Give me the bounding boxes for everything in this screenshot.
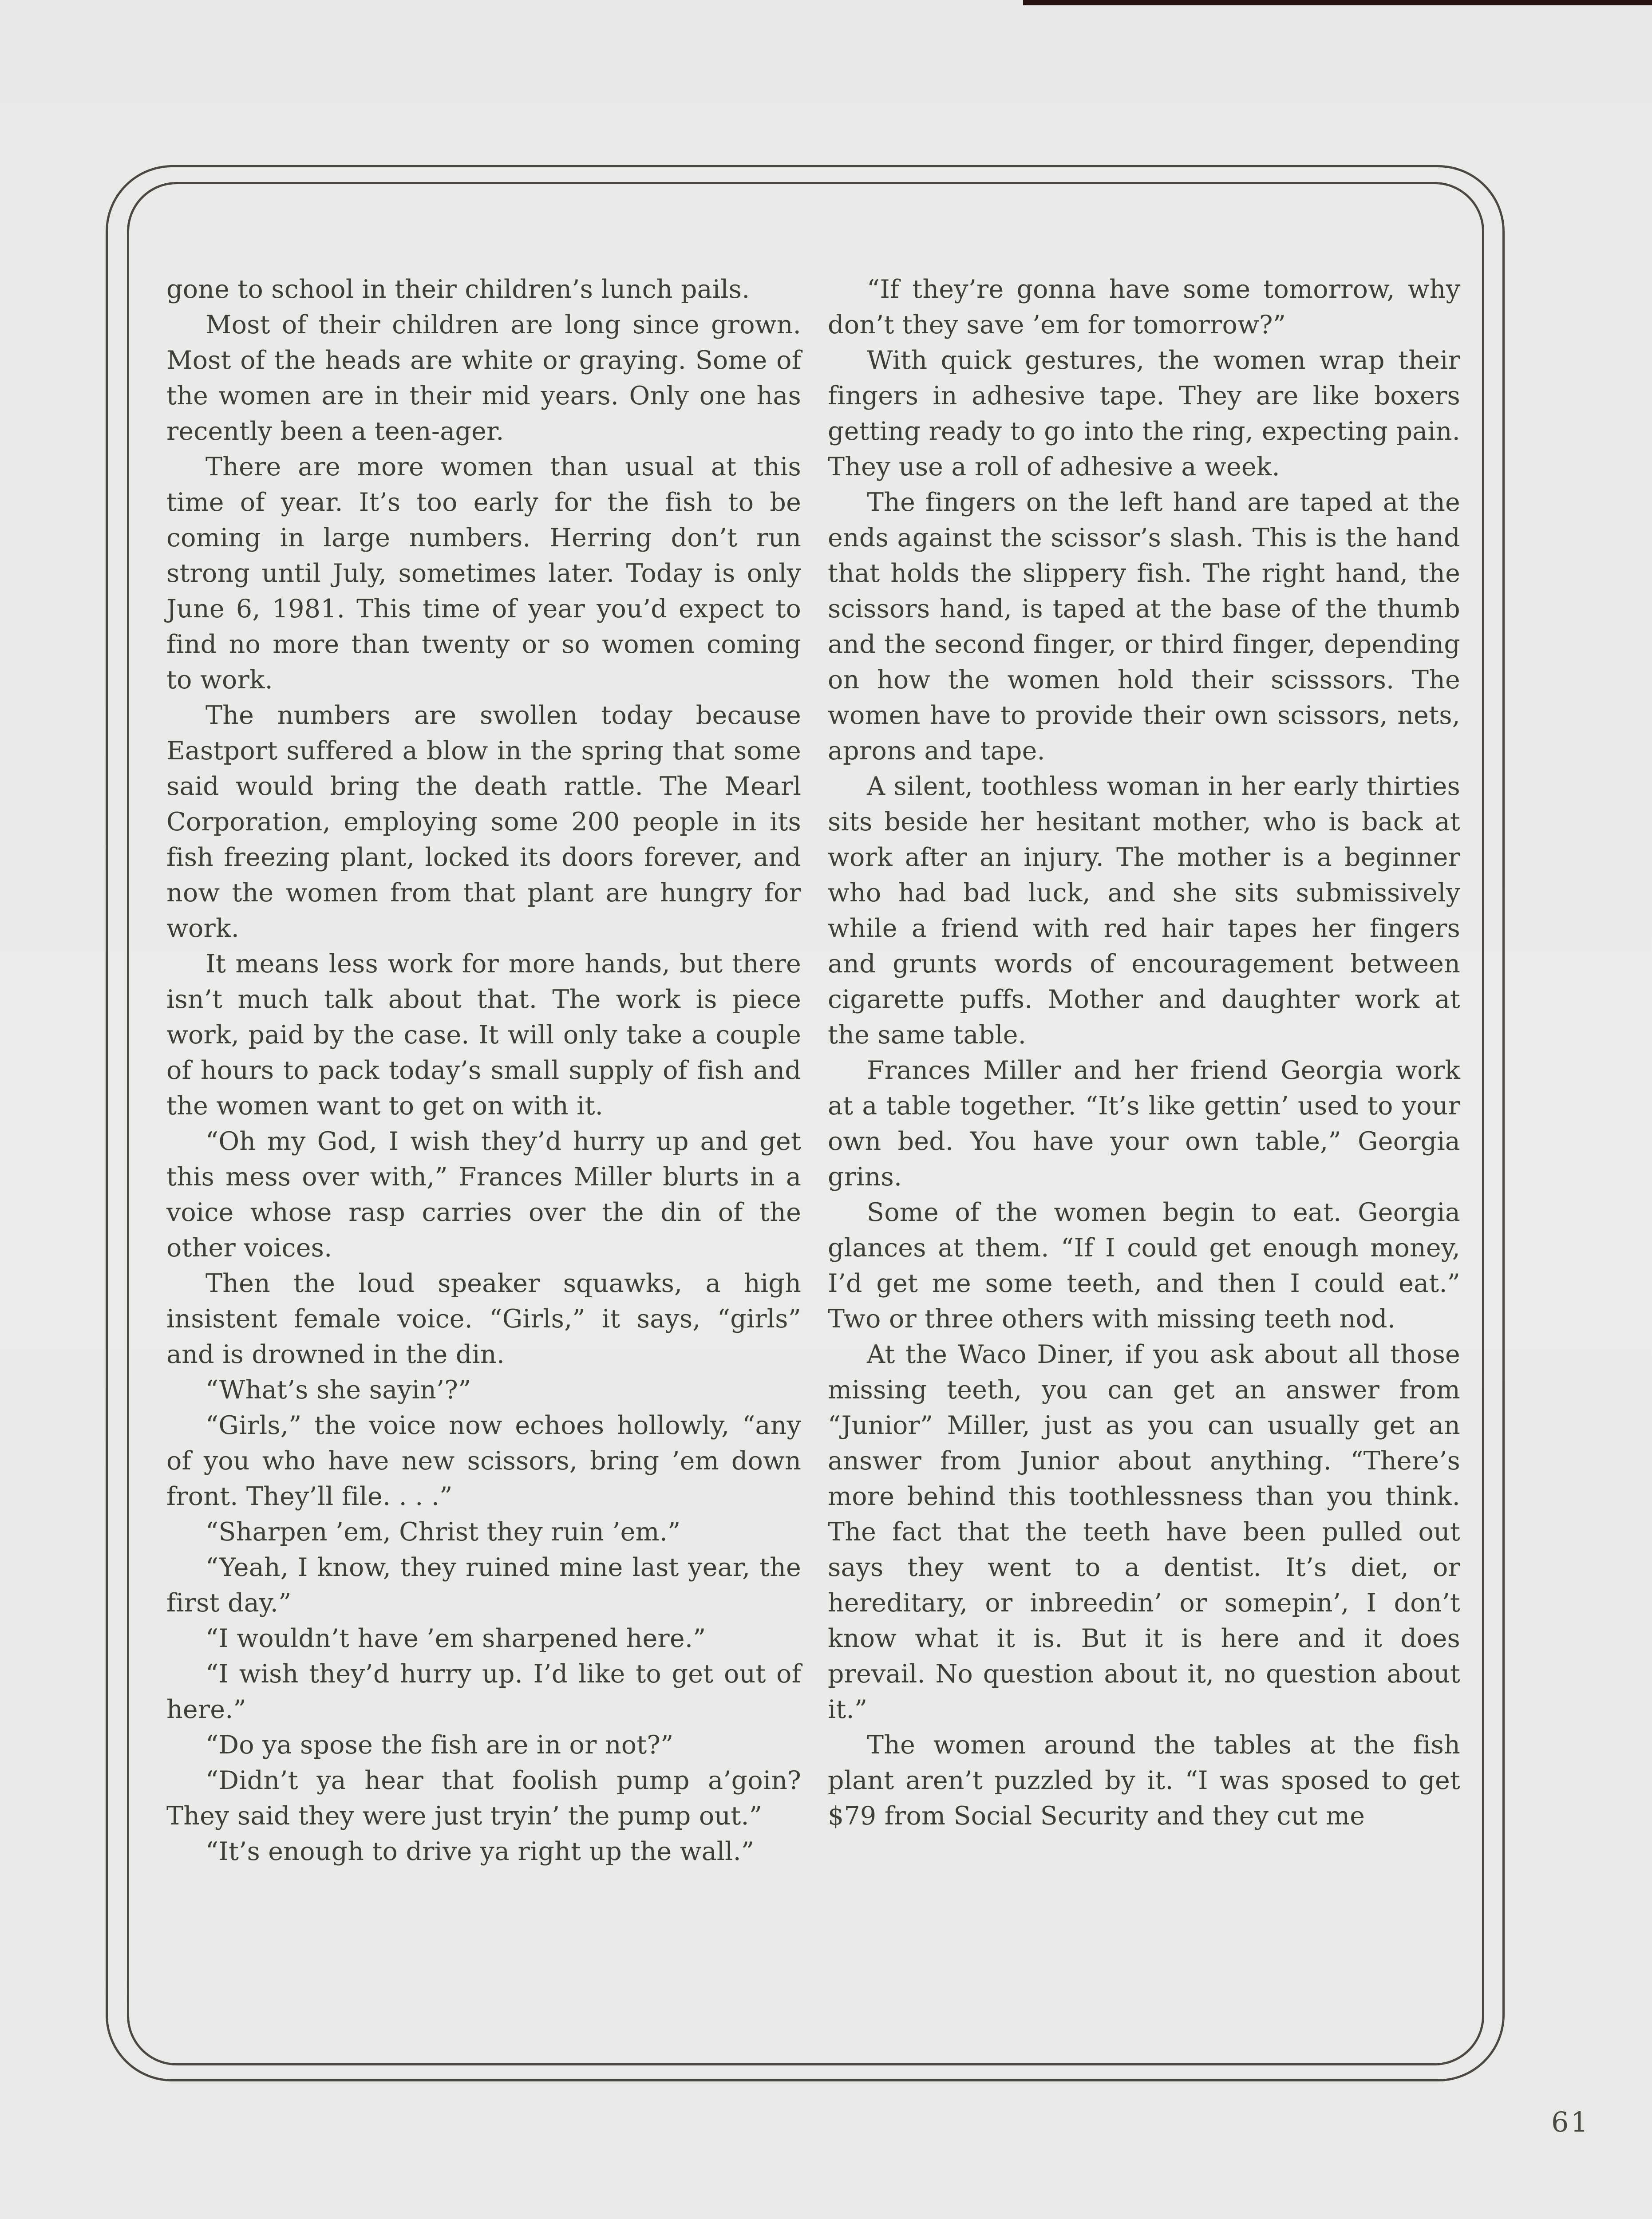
paragraph: The women around the tables at the fish plant aren’t puzzled by it. “I was sposed to get $79 from Social Security and they cut me bbox=[828, 1730, 1460, 1831]
text-column-right bbox=[828, 272, 1460, 1834]
paragraph: At the Waco Diner, if you ask about all those missing teeth, you can get an answer from “Junior” Miller, just as you can usually get an answer from Junior about anything. “There’s more behind this toothlessness than you think. The fact that the teeth have been pulled out says they went to a dentist. It’s diet, or hereditary, or inbreedin’ or somepin’, I don’t know what it is. But it is here and it does prevail. No question about it, no question about it.” bbox=[828, 1340, 1460, 1724]
top-edge-bar bbox=[1023, 0, 1652, 5]
paragraph: gone to school in their children’s lunch pails. bbox=[166, 275, 750, 304]
text-column-left bbox=[166, 272, 801, 1869]
paragraph: “If they’re gonna have some tomorrow, why don’t they save ’em for tomorrow?” bbox=[828, 275, 1460, 340]
paragraph: “Oh my God, I wish they’d hurry up and get this mess over with,” Frances Miller blurts in a voice whose rasp carries over the din of the other voices. bbox=[166, 1127, 801, 1263]
paragraph: Some of the women begin to eat. Georgia glances at them. “If I could get enough money, I’d get me some teeth, and then I could eat.” Two or three others with missing teeth nod. bbox=[828, 1198, 1460, 1334]
paragraph: A silent, toothless woman in her early thirties sits beside her hesitant mother, who is back at work after an injury. The mother is a beginner who had bad luck, and she sits submissively while a friend with red hair tapes her fingers and grunts words of encouragement between cigarette puffs. Mother and daughter work at the same table. bbox=[828, 772, 1460, 1050]
paragraph: It means less work for more hands, but there isn’t much talk about that. The work is piece work, paid by the case. It will only take a couple of hours to pack today’s small supply of fish and the women want to get on with it. bbox=[166, 949, 801, 1121]
paragraph: “Didn’t ya hear that foolish pump a’goin? They said they were just tryin’ the pump out.” bbox=[166, 1766, 801, 1831]
paragraph: “I wouldn’t have ’em sharpened here.” bbox=[206, 1624, 706, 1653]
paragraph: With quick gestures, the women wrap their fingers in adhesive tape. They are like boxers getting ready to go into the ring, expecting pain. They use a roll of adhesive a week. bbox=[828, 346, 1460, 482]
paragraph: “Sharpen ’em, Christ they ruin ’em.” bbox=[206, 1517, 681, 1547]
paragraph: The fingers on the left hand are taped at the ends against the scissor’s slash. This is the hand that holds the slippery fish. The right hand, the scissors hand, is taped at the base of the thumb and the second finger, or third finger, depending on how the women hold their scisssors. The women have to provide their own scissors, nets, aprons and tape. bbox=[828, 488, 1460, 766]
paragraph: “I wish they’d hurry up. I’d like to get out of here.” bbox=[166, 1659, 801, 1724]
paragraph: Most of their children are long since grown. Most of the heads are white or graying. Some of the women are in their mid years. Only one has recently been a teen-ager. bbox=[166, 310, 801, 446]
paragraph: “Do ya spose the fish are in or not?” bbox=[206, 1730, 674, 1760]
paragraph: There are more women than usual at this time of year. It’s too early for the fish to be coming in large numbers. Herring don’t run strong until July, sometimes later. Today is only June 6, 1981. This time of year you’d expect to find no more than twenty or so women coming to work. bbox=[166, 452, 801, 695]
paragraph: Frances Miller and her friend Georgia work at a table together. “It’s like gettin’ used to your own bed. You have your own table,” Georgia grins. bbox=[828, 1056, 1460, 1192]
paragraph: “Yeah, I know, they ruined mine last year, the first day.” bbox=[166, 1553, 801, 1618]
paragraph: “What’s she sayin’?” bbox=[206, 1375, 471, 1405]
paragraph: “Girls,” the voice now echoes hollowly, “any of you who have new scissors, bring ’em down front. They’ll file. . . .” bbox=[166, 1411, 801, 1511]
paragraph: The numbers are swollen today because Eastport suffered a blow in the spring that some said would bring the death rattle. The Mearl Corporation, employing some 200 people in its fish freezing plant, locked its doors forever, and now the women from that plant are hungry for work. bbox=[166, 701, 801, 943]
page-number: 61 bbox=[1551, 2106, 1590, 2138]
paragraph: Then the loud speaker squawks, a high insistent female voice. “Girls,” it says, “girls” and is drowned in the din. bbox=[166, 1269, 801, 1369]
paragraph: “It’s enough to drive ya right up the wall.” bbox=[206, 1837, 755, 1866]
